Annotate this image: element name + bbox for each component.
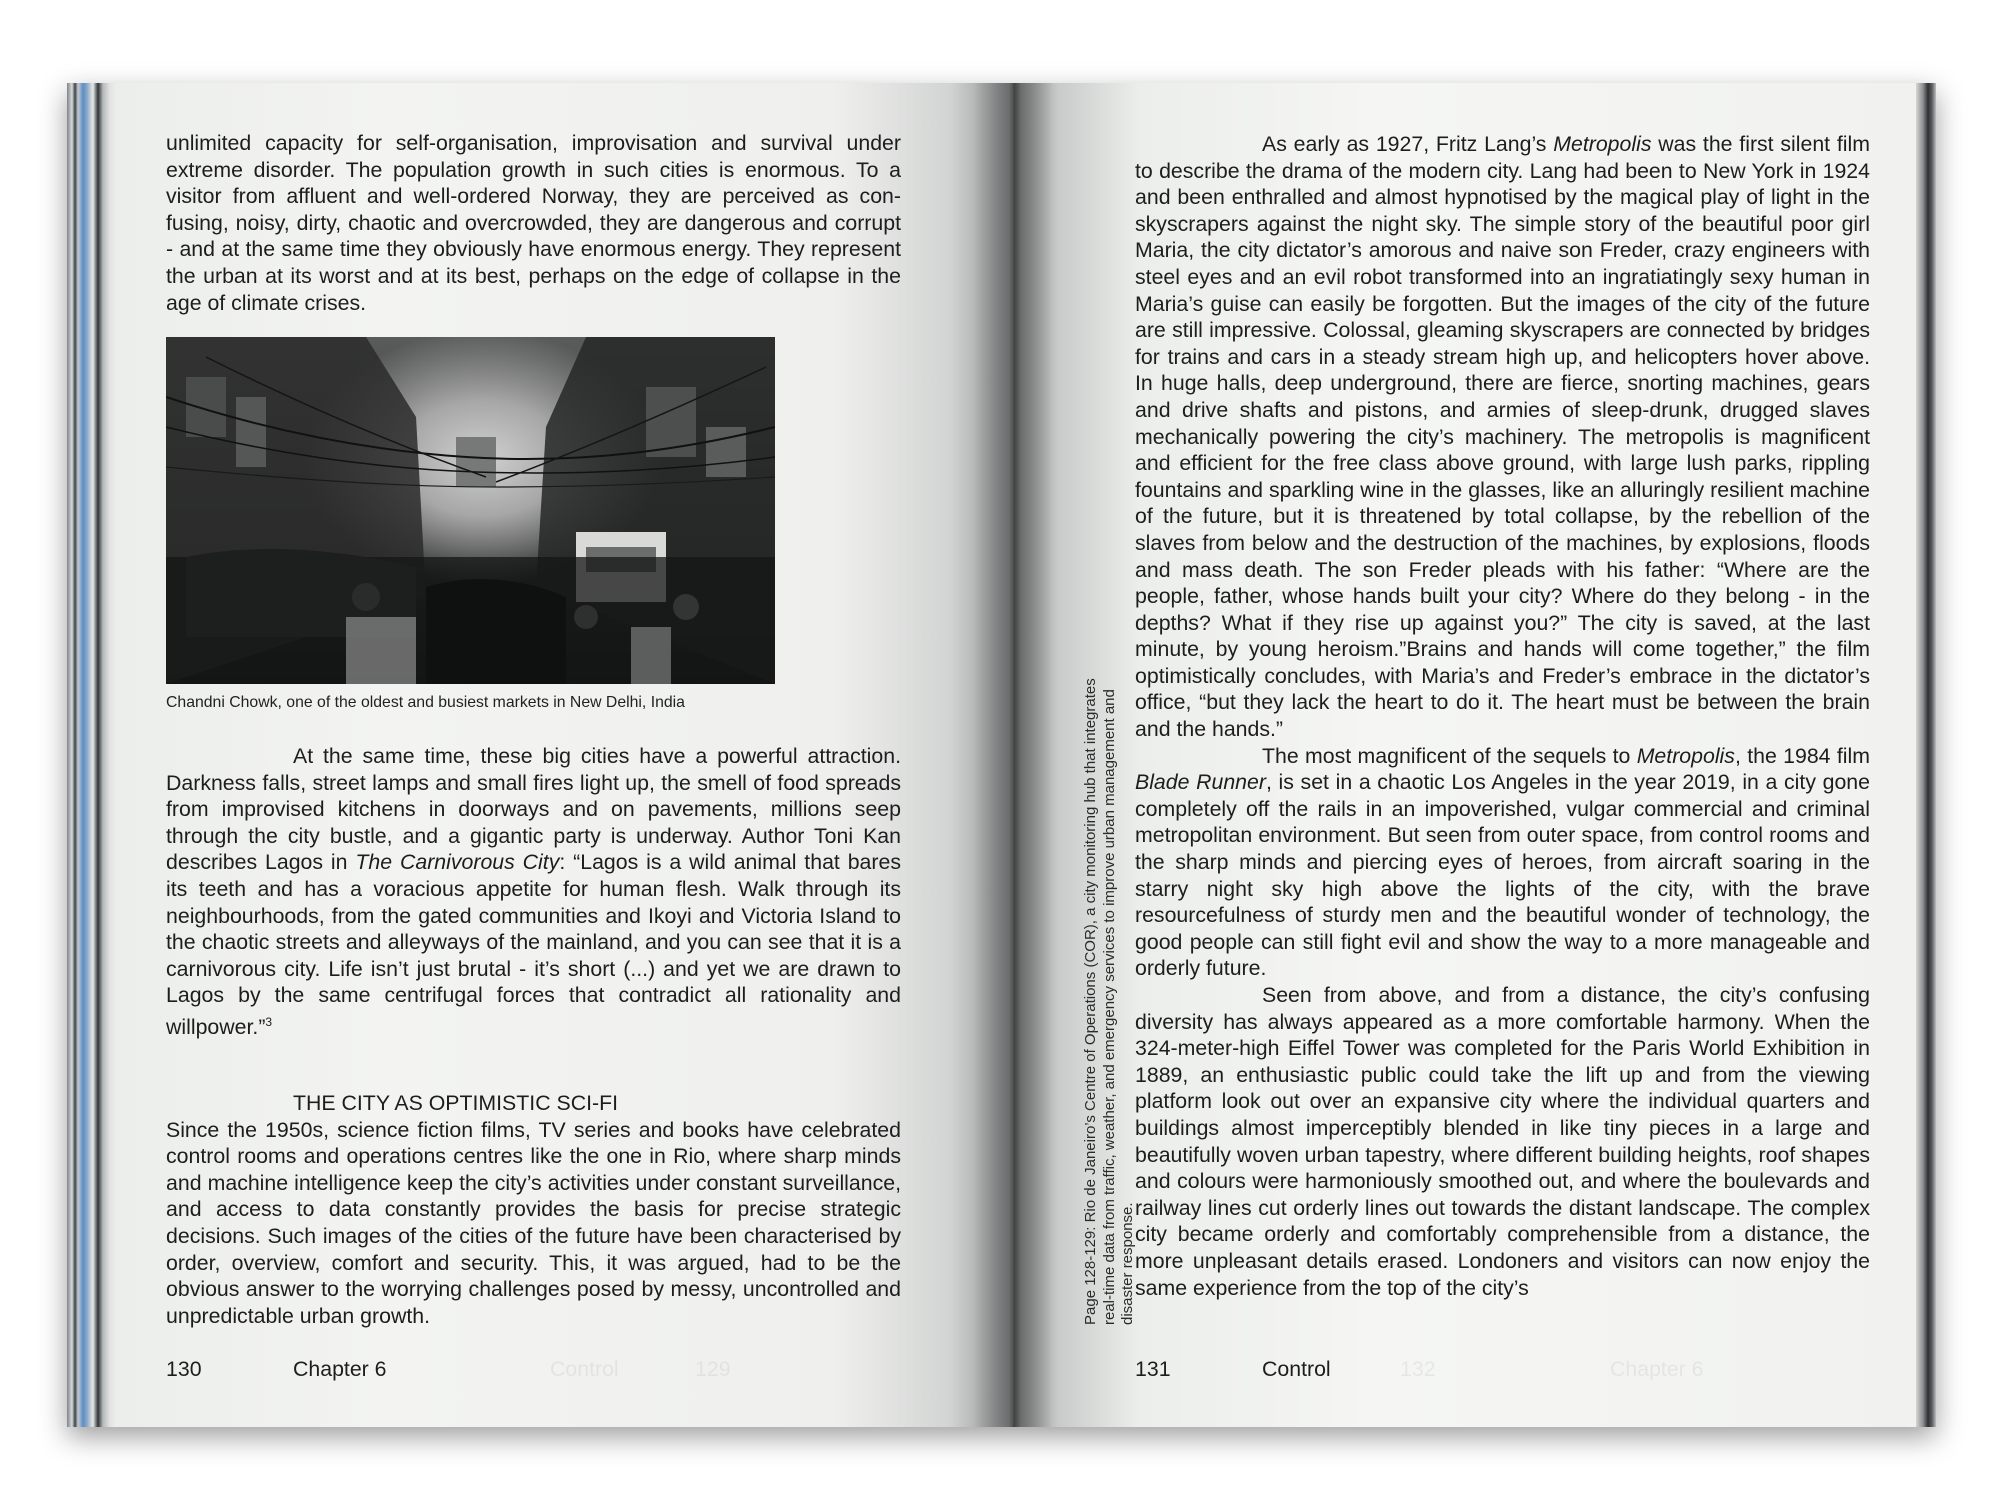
footnote-marker: 3 xyxy=(265,1014,273,1029)
body-paragraph xyxy=(1135,131,1870,743)
text-run: : “Lagos is a wild animal that bares its teeth and has a voracious appetite for human flesh. Walk through its neighbourhoods, from the gated communities and Ikoyi and Victoria Island to the chaotic streets and alleyways of the mainland, and you can see that it is a carnivorous city. Life isn’t just brutal - it’s short (...) and yet we are drawn to Lagos by the same centrifugal forces that contradict all rationality and willpower.” xyxy=(166,850,901,1040)
body-paragraph xyxy=(166,743,901,1041)
show-through-head-right: Chapter 6 xyxy=(1610,1357,1704,1381)
left-text-top xyxy=(166,130,901,316)
show-through-folio-left: 129 xyxy=(695,1357,731,1381)
page-edges-right xyxy=(1916,83,1936,1427)
section-heading: THE CITY AS OPTIMISTIC SCI-FI xyxy=(293,1091,619,1115)
film-title: Blade Runner xyxy=(1135,770,1266,795)
film-title: Metropolis xyxy=(1553,132,1652,156)
page-number-left: 130 xyxy=(166,1357,202,1381)
market-street-illustration xyxy=(166,337,775,684)
running-head-right: Control xyxy=(1262,1357,1331,1381)
photo-caption: Chandni Chowk, one of the oldest and busiest markets in New Delhi, India xyxy=(166,694,685,711)
running-head-left: Chapter 6 xyxy=(293,1357,387,1381)
left-text-middle xyxy=(166,743,901,1041)
page-number-right: 131 xyxy=(1135,1357,1171,1381)
show-through-head-left: Control xyxy=(550,1357,619,1381)
text-run: The most magnificent of the sequels to xyxy=(1262,743,1637,768)
text-run: At the same time, these big cities have a powerful attraction. Darkness falls, street lamps and small fires light up, the smell of food spreads from improvised kitchens in doorways and on pavements, millions seep through the city bustle, and a gigantic party is underway. Author Toni Kan describes Lagos in xyxy=(166,744,901,875)
page-edges-left xyxy=(67,83,117,1427)
market-street-photo xyxy=(166,337,775,684)
film-title: Metropolis xyxy=(1636,743,1735,768)
body-paragraph: unlimited capacity for self-organisation, improvisation and survival under extreme disorder. The population growth in such cities is enormous. To a visitor from affluent and well-ordered Norway, they are perceived as confusing, noisy, dirty, chaotic and overcrowded, they are dangerous and corrupt - and at the same time they obviously have enormous energy. They represent the urban at its worst and at its best, perhaps on the edge of collapse in the age of climate crises. xyxy=(166,131,901,315)
show-through-folio-right: 132 xyxy=(1400,1357,1436,1381)
book-title: The Carnivorous City xyxy=(355,850,560,875)
text-run: As early as 1927, Fritz Lang’s xyxy=(1262,132,1554,156)
right-text xyxy=(1135,131,1870,1301)
rotated-side-caption: Page 128-129: Rio de Janeiro’s Centre of Operations (COR), a city monitoring hub that integrates real-time data from traffic, weather, and emergency services to improve urban management and disaster response. xyxy=(1082,678,1136,1325)
left-text-bottom xyxy=(166,1090,901,1329)
text-run: , the 1984 film xyxy=(1734,743,1870,768)
body-paragraph: Since the 1950s, science fiction films, TV series and books have celebrated control rooms and operations centres like the one in Rio, where sharp minds and machine intelligence keep the city’s activities under constant surveillance, and access to data constantly provides the basis for precise strategic decisions. Such images of the cities of the future have been characterised by order, overview, comfort and security. This, it was argued, had to be the obvious answer to the worrying challenges posed by messy, uncontrolled and unpredictable urban growth. xyxy=(166,1117,901,1328)
body-paragraph xyxy=(1135,743,1870,982)
text-run: was the first silent film to describe the drama of the modern city. Lang had been to New York in 1924 and been enthralled and almost hypnotised by the magical play of light in the skyscrapers against the night sky. The simple story of the beautiful poor girl Maria, the city dictator’s amorous and naive son Freder, crazy engineers with steel eyes and an evil robot transformed into an ingratiatingly sexy human in Maria’s guise can easily be forgotten. But the images of the city of the future are still impressive. Colossal, gleaming skyscrapers are connected by bridges for trains and cars in a steady stream high up, and helicopters hover above. In huge halls, deep underground, there are fierce, snorting machines, gears and drive shafts and pistons, and armies of sleep-drunk, drugged slaves mechanically powering the city’s machinery. The metropolis is magnificent and efficient for the free class above ground, with large lush parks, rippling fountains and sparkling wine in the glasses, like an alluringly resilient machine of the future, but it is threatened by total collapse, by the rebellion of the slaves from below and the destruction of the machines, by explosions, floods and mass death. The son Freder pleads with his father: “Where are the people, father, whose hands built your city? Where do they belong - in the depths? What if they rise up against you?” The city is saved, at the last minute, by young heroism.”Brains and hands will come together,” the film optimistically concludes, with Maria’s and Freder’s embrace in the dictator’s office, “but they lack the heart to do it. The heart must be between the brain and the hands.” xyxy=(1135,132,1870,742)
text-run: , is set in a chaotic Los Angeles in the year 2019, in a city gone completely off the rails in an impoverished, vulgar commercial and criminal metropolitan environment. But seen from outer space, from control rooms and the sharp minds and piercing eyes of heroes, from aircraft soaring in the starry night sky high above the lights of the city, with the brave resourcefulness of sturdy men and the beautiful wonder of technology, the good people can still fight evil and show the way to a more manageable and orderly future. xyxy=(1135,770,1870,981)
body-paragraph: Seen from above, and from a distance, the city’s confusing diversity has always appeared as a more comfortable harmony. When the 324-meter-high Eiffel Tower was completed for the Paris World Exhibition in 1889, an enthusiastic public could take the lift up and from the viewing platform look out over an expansive city where the individual quarters and buildings almost imperceptibly blended in like tiny pieces in a large and beautifully woven urban tapestry, where different building heights, roof shapes and colours were harmoniously smoothed out, and where the boulevards and railway lines cut orderly lines out towards the distant landscape. The complex city became orderly and comfortably comprehensible from a distance, the more unpleasant details erased. Londoners and visitors can now enjoy the same experience from the top of the city’s xyxy=(1135,983,1870,1300)
book-gutter xyxy=(973,83,1053,1427)
